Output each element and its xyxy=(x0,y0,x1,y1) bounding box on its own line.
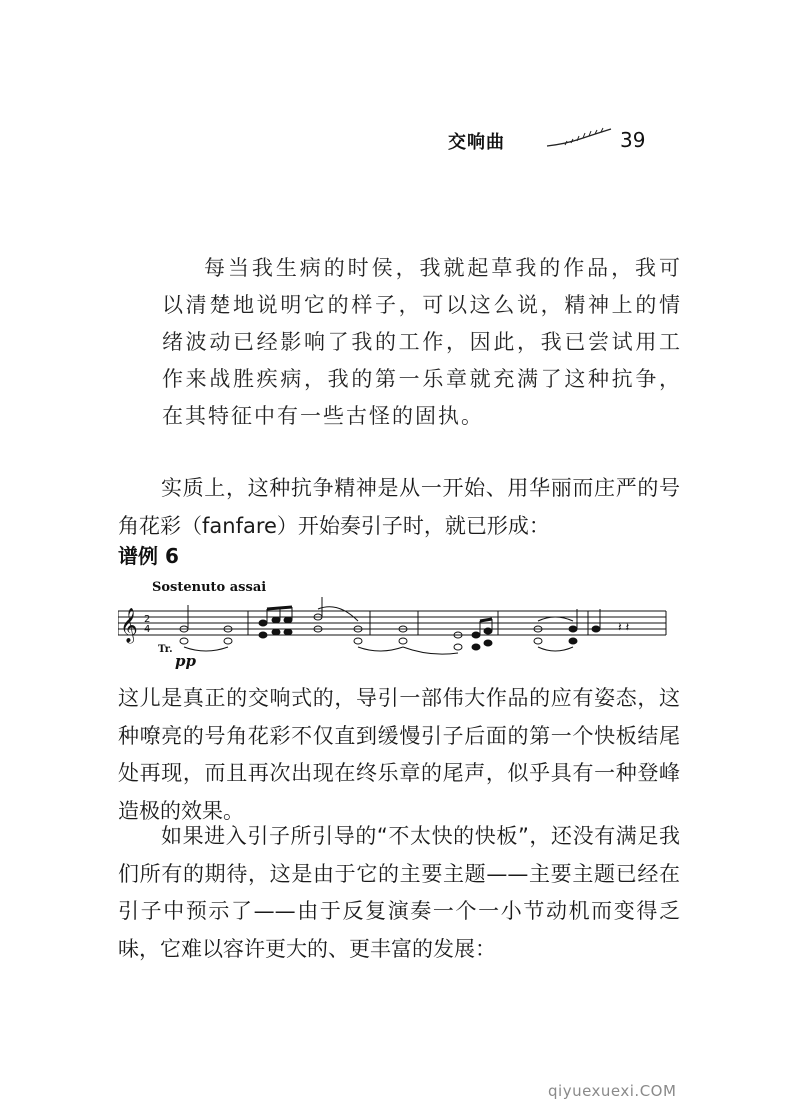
music-score-excerpt xyxy=(118,595,668,675)
svg-text:𝄞: 𝄞 xyxy=(120,608,138,643)
paragraph xyxy=(118,818,680,968)
example-label: 谱例 6 xyxy=(118,544,179,568)
page-header xyxy=(0,126,794,156)
paragraph xyxy=(118,470,680,545)
paragraph xyxy=(118,680,680,830)
dynamic-marking: pp xyxy=(175,652,196,670)
paragraph-2: 这儿是真正的交响式的，导引一部伟大作品的应有姿态，这种嘹亮的号角花彩不仅直到缓慢引子后面的第一个快板结尾处再现，而且再次出现在终乐章的尾声，似乎具有一种登峰造极的效果。 xyxy=(118,686,680,823)
tempo-marking: Sostenuto assai xyxy=(152,580,267,595)
block-quote xyxy=(162,250,682,435)
paragraph-3: 如果进入引子所引导的“不太快的快板”，还没有满足我们所有的期待，这是由于它的主要主题——主要主题已经在引子中预示了——由于反复演奏一个一小节动机而变得乏味，它难以容许更大的、更丰富的发展： xyxy=(118,824,680,961)
ornament-flourish-icon xyxy=(545,126,615,152)
paragraph-1: 实质上，这种抗争精神是从一开始、用华丽而庄严的号角花彩（fanfare）开始奏引子时，就已形成： xyxy=(118,476,680,538)
page-number: 39 xyxy=(620,128,646,152)
quote-text: 每当我生病的时侯，我就起草我的作品，我可以清楚地说明它的样子，可以这么说，精神上的情绪波动已经影响了我的工作，因此，我已尝试用工作来战胜疾病，我的第一乐章就充满了这种抗争，在其特征中有一些古怪的固执。 xyxy=(162,256,682,428)
running-title: 交响曲 xyxy=(448,132,505,153)
trill-mark: Tr. xyxy=(158,644,173,655)
svg-text:𝄽 𝄽: 𝄽 𝄽 xyxy=(618,620,630,634)
svg-text:2: 2 xyxy=(144,614,151,625)
site-watermark: qiyuexuexi.COM xyxy=(548,1082,677,1100)
svg-text:4: 4 xyxy=(144,624,151,635)
